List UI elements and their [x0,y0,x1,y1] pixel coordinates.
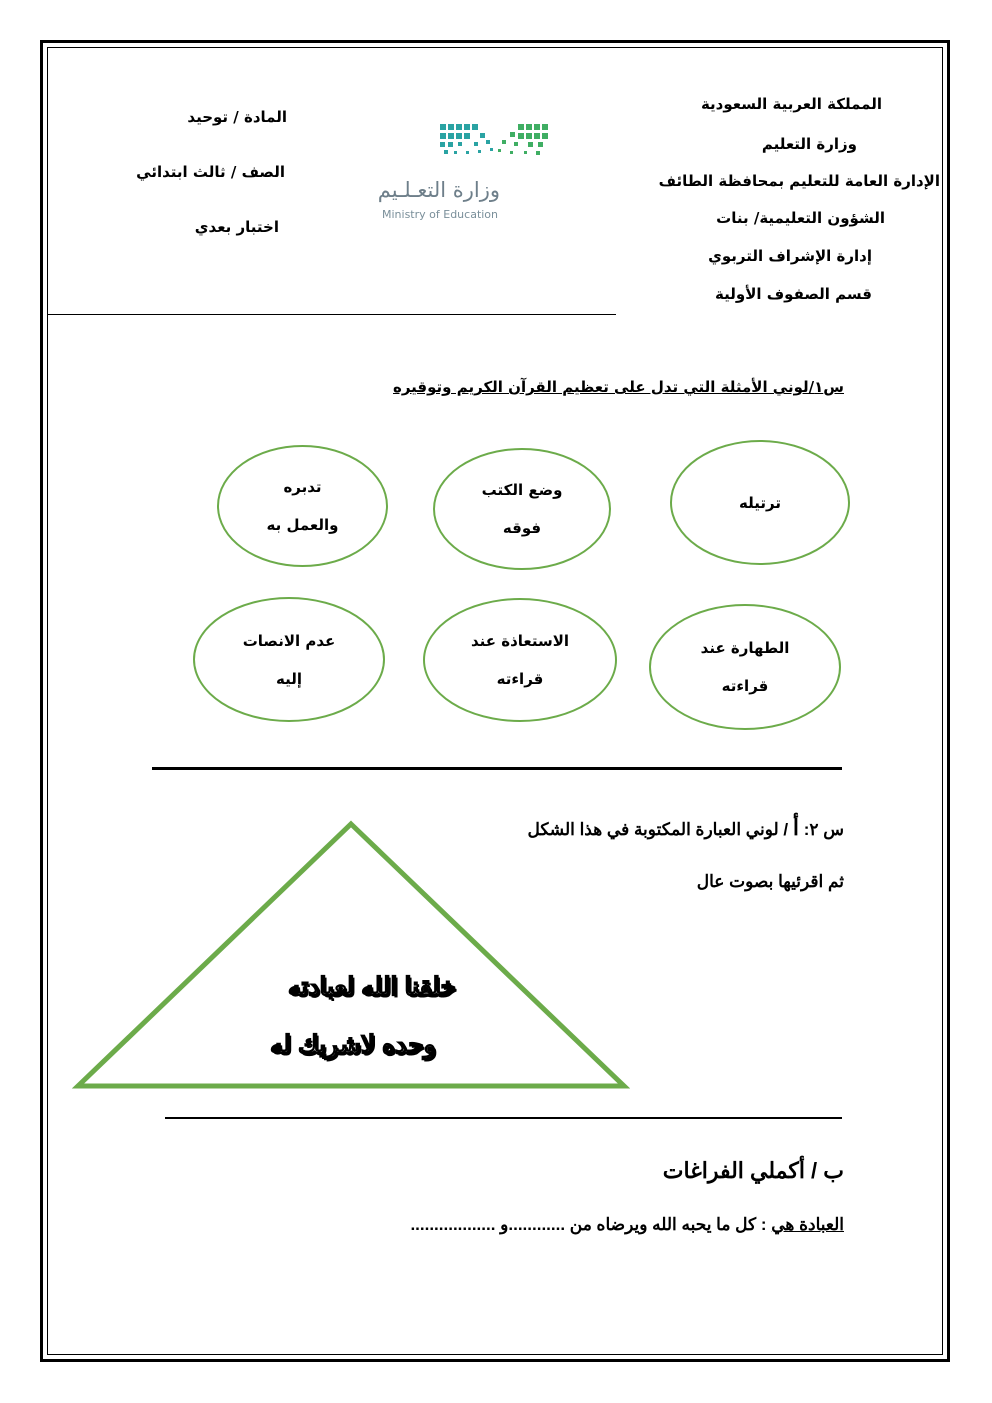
q1-option-6[interactable] [193,597,385,722]
header-line-supervision: إدارة الإشراف التربوي [708,247,872,265]
q1-option-1[interactable] [670,440,850,565]
header-line-ministry: وزارة التعليم [761,135,857,153]
partB-blank-text[interactable]: : كل ما يحبه الله ويرضاه من ............و .................. [410,1215,772,1234]
q2-number: س ٢: [803,820,844,839]
section-divider-1 [152,767,842,770]
q1-option-5[interactable] [423,598,617,722]
header-line-affairs: الشؤون التعليمية/ بنات [716,209,885,227]
q1-option-4-line2: قراءته [721,677,769,695]
ministry-logo-icon [378,118,558,178]
q1-option-2-line1: وضع الكتب [481,481,563,499]
grade-label: الصف / ثالث ابتدائي [136,163,285,181]
q1-title: س١/لوني الأمثلة التي تدل على تعظيم القرآن الكريم وتوقيره [393,378,844,396]
subject-label: المادة / توحيد [187,108,287,126]
q1-option-6-line1: عدم الانصات [242,631,336,650]
q1-option-4-line1: الطهارة عند [700,639,790,657]
logo-arabic-text: وزارة التعـلـيم [377,178,500,202]
q2-instruction: / لوني العبارة المكتوبة في هذا الشكل [527,820,789,839]
partB-sentence [410,1215,844,1235]
q1-option-3-line2: والعمل به [266,516,339,534]
q1-option-6-line2: إليه [276,669,302,688]
q1-option-1-text: ترتيله [739,493,781,512]
pyramid-line-2[interactable]: وحده لاشريك له [270,1031,436,1059]
partB-label: العبادة هي [771,1215,844,1234]
q1-option-5-line2: قراءته [496,670,544,688]
ministry-logo [378,118,558,228]
section-divider-2 [165,1117,842,1119]
header-divider [48,314,616,315]
exam-label: اختبار بعدي [194,218,279,236]
q2-instruction-2: ثم اقرئيها بصوت عال [696,872,844,891]
partB-title: ب / أكملي الفراغات [662,1158,844,1183]
q1-option-5-line1: الاستعاذة عند [470,632,570,650]
header-line-section: قسم الصفوف الأولية [715,285,872,303]
header-line-kingdom: المملكة العربية السعودية [700,95,882,113]
pyramid-line-1[interactable]: خلقنا الله لعبادته [287,973,456,1001]
logo-english-text: Ministry of Education [382,208,499,221]
q1-option-3[interactable] [217,445,388,567]
q2-part: أ [792,815,799,840]
q1-option-2-line2: فوقه [502,519,542,537]
q1-option-4[interactable] [649,604,841,730]
header-line-directorate: الإدارة العامة للتعليم بمحافظة الطائف [658,172,940,190]
q1-option-3-line1: تدبره [283,478,322,496]
q1-option-2[interactable] [433,448,611,570]
